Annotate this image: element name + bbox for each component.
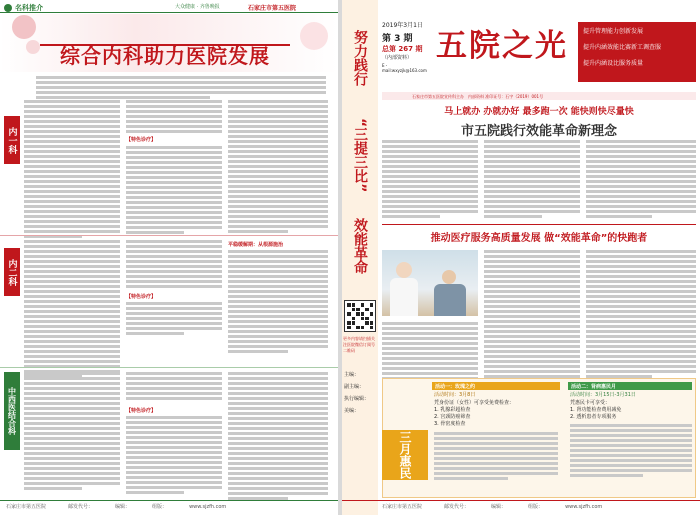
newspaper-nameplate: 五院之光 <box>436 28 568 64</box>
sponsor-bar: 石家庄市第五医院宣传科主办 内部资料 准印证号：石字（2019）001号 <box>382 92 696 100</box>
decor-circle <box>12 15 36 39</box>
decor-circle <box>300 22 328 50</box>
slogan-line-3: 效能革命 <box>352 218 368 274</box>
activity-point: 1. 乳腺彩超检查 <box>434 407 471 413</box>
promo-badge: 三月惠民 <box>382 430 428 480</box>
credit-item: 主编： <box>344 372 360 378</box>
intro-text <box>36 76 326 101</box>
activity-point: 2. 宫颈防癌筛查 <box>434 414 471 420</box>
section1-col2b <box>126 146 222 236</box>
bullet-item: 提升管理能力创新发展 <box>583 28 644 35</box>
footer-item: 石家庄市第五医院 <box>6 504 47 510</box>
footer-item: 组版： <box>528 504 544 510</box>
masthead-title: 名科推介 <box>15 4 43 12</box>
second-headline: 推动医疗服务高质量发展 做“效能革命”的快跑者 <box>430 233 648 244</box>
activity1-title: 活动一：玫瑰之约 <box>432 382 560 390</box>
wechat-qr-code[interactable] <box>344 300 376 332</box>
subhead: 【特色诊疗】 <box>126 408 157 414</box>
lead-col2 <box>484 140 580 220</box>
right-page <box>342 0 700 515</box>
issue-info <box>382 20 432 73</box>
activity-point: 1. 肾功能检查费用减免 <box>570 407 622 413</box>
slogan-line-1: 努力践行 <box>352 30 368 86</box>
slogan-line-2: “三提三比” <box>352 118 368 193</box>
activity-point: 2. 透析患者专项服务 <box>570 414 617 420</box>
section-label-zhongxi: 中西医结合科 <box>4 372 20 450</box>
issue-date: 2019年3月1日 <box>382 22 423 29</box>
contact-email[interactable]: E - mail:wxyzjk@163.com <box>382 63 427 73</box>
credit-item: 副主编： <box>344 384 365 390</box>
activity-point: 3. 骨密度检查 <box>434 421 466 427</box>
section3-col2b <box>126 416 222 496</box>
footer-item: 编辑： <box>115 504 131 510</box>
section-label-neiyi: 内一科 <box>4 116 20 164</box>
section3-col2 <box>126 372 222 402</box>
lead-col3 <box>586 140 696 220</box>
issue-total: 总第 267 期 <box>382 45 423 53</box>
page-headline: 综合内科助力医院发展 <box>60 44 270 68</box>
bullet-item: 提升内涵效能比赛新工调查服 <box>583 44 662 51</box>
footer-item: 石家庄市第五医院 <box>382 504 423 510</box>
activity1-time: 活动时间：3月8日 <box>434 392 476 398</box>
qr-caption: 更多内容请扫描关注医院微信订阅号二维码 <box>343 336 375 353</box>
section2-col2 <box>126 240 222 290</box>
footer-item: 邮发代号： <box>68 504 94 510</box>
footer-item: 组版： <box>152 504 168 510</box>
activity2-body <box>570 424 692 479</box>
section2-col2b <box>126 302 222 337</box>
footer-website-link[interactable]: www.sjzfh.com <box>189 504 227 510</box>
activity2-time: 活动时间：3月15日-3月31日 <box>570 392 636 398</box>
subhead: 【特色诊疗】 <box>126 294 157 300</box>
section-label-neier: 内二科 <box>4 248 20 296</box>
credit-item: 执行编辑： <box>344 396 370 402</box>
second-col3 <box>586 250 696 380</box>
hospital-logo: 石家庄市第五医院 <box>248 5 297 12</box>
right-footer <box>382 504 602 511</box>
theme-bullets <box>578 22 696 82</box>
activity-point: 凭惠民卡可享受： <box>570 400 611 406</box>
section1-col2 <box>126 100 222 135</box>
editor-credits <box>344 372 376 415</box>
lead-col1 <box>382 140 478 220</box>
section3-col1 <box>24 372 120 492</box>
section2-col3 <box>228 250 328 355</box>
left-page <box>0 0 338 515</box>
internal-note: （内部资料） <box>382 55 413 61</box>
activity2-title: 活动二：肾病惠民月 <box>568 382 692 390</box>
activity1-body <box>434 432 558 482</box>
credit-item: 美编： <box>344 408 360 414</box>
bullet-item: 提升内涵设比服务质量 <box>583 60 644 67</box>
section1-col1 <box>24 100 120 240</box>
subhead: 平稳缓解期：从根源施治 <box>228 242 284 248</box>
partner-logo: 大众健康 · 齐鲁晚报 <box>175 4 220 10</box>
section3-col3 <box>228 372 328 502</box>
doctor-visit-photo <box>382 250 478 316</box>
section2-col1 <box>24 240 120 380</box>
activity1-points <box>434 400 558 428</box>
activity-point: 凭身份证（女性）可享受免费检查： <box>434 400 515 406</box>
lead-headline-top: 马上就办 办就办好 最多跑一次 能快则快尽量快 <box>444 107 634 117</box>
footer-website-link[interactable]: www.sjzfh.com <box>565 504 603 510</box>
footer-item: 编辑： <box>491 504 507 510</box>
lead-headline-main: 市五院践行效能革命新理念 <box>460 124 617 139</box>
activity2-points <box>570 400 692 421</box>
issue-number: 第 3 期 <box>382 34 413 44</box>
footer-item: 邮发代号： <box>444 504 470 510</box>
subhead: 【特色诊疗】 <box>126 137 157 143</box>
section1-col3 <box>228 100 328 235</box>
leaf-icon <box>4 4 12 12</box>
left-footer <box>6 504 226 511</box>
